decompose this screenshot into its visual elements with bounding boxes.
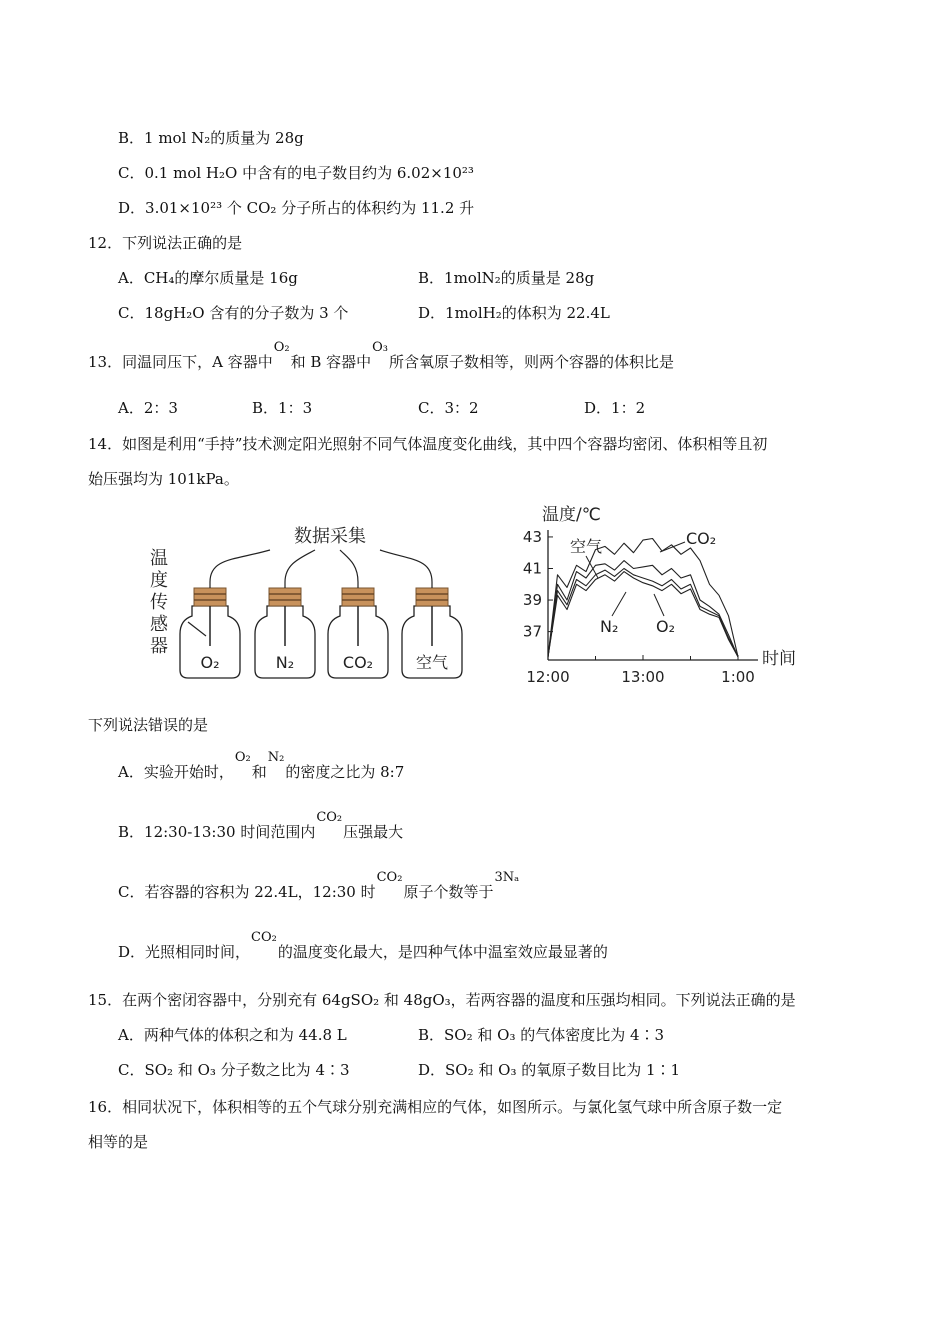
bottle-label: N₂ [275,653,295,672]
q13-formula-o3: O₃ [372,340,389,355]
series-line-2 [548,569,738,657]
data-collection-label: 数据采集 [294,526,366,547]
q13-option-d: D．1：2 [584,399,646,417]
q12-option-b: B．1molN₂的质量是 28g [418,269,595,287]
q14b-post: 压强最大 [343,823,404,841]
apparatus-figure [140,518,480,688]
x-tick-label: 12:00 [526,668,570,686]
bottle-stopper [342,588,374,606]
label-o2: O₂ [656,617,676,636]
y-tick-label: 43 [522,527,542,546]
sensor-char-5: 器 [150,636,168,657]
q14c-formula-3na: 3Nₐ [494,870,520,885]
bottle-0 [180,582,240,678]
q14-option-d [118,930,608,964]
q14a-formula-n2: N₂ [267,750,285,765]
label-air: 空气 [570,537,603,556]
bottle-3 [402,582,462,678]
q16-stem-line1: 16．相同状况下，体积相等的五个气球分别充满相应的气体，如图所示。与氯化氢气球中所含原子数一定 [88,1098,783,1116]
q15-option-a: A．两种气体的体积之和为 44.8 L [118,1026,347,1044]
q15-option-c: C．SO₂ 和 O₃ 分子数之比为 4∶3 [118,1061,350,1079]
q13-stem-part3: 所含氧原子数相等，则两个容器的体积比是 [389,353,675,371]
q14-option-c [118,870,520,904]
q14a-pre: A．实验开始时， [118,763,234,781]
q14a-mid: 和 [251,763,267,781]
q12-stem: 12．下列说法正确的是 [88,234,243,252]
q14-stem-line1: 14．如图是利用“手持”技术测定阳光照射不同气体温度变化曲线，其中四个容器均密闭、体积相等且初 [88,435,768,453]
bottle-stopper [416,588,448,606]
sensor-char-1: 温 [150,548,168,569]
y-tick-label: 41 [522,559,542,578]
q14b-formula-co2: CO₂ [316,810,343,825]
q14c-mid: 原子个数等于 [403,883,494,901]
q13-option-c: C．3：2 [418,399,479,417]
bottle-1 [255,582,315,678]
x-tick-label: 1:00 [721,668,755,686]
y-axis-label: 温度/℃ [542,505,601,525]
series-line-0 [548,539,738,657]
q14c-formula-co2: CO₂ [376,870,403,885]
q11-option-c: C．0.1 mol H₂O 中含有的电子数目约为 6.02×10²³ [118,164,474,182]
q15-option-b: B．SO₂ 和 O₃ 的气体密度比为 4∶3 [418,1026,665,1044]
q14a-post: 的密度之比为 8:7 [285,763,405,781]
q13-option-a: A．2：3 [118,399,178,417]
sensor-char-4: 感 [150,614,168,635]
sensor-char-2: 度 [150,570,168,591]
q14d-post: 的温度变化最大，是四种气体中温室效应最显著的 [277,943,608,961]
q14-ask: 下列说法错误的是 [88,716,209,734]
bottle-label: CO₂ [342,653,374,672]
q12-option-d: D．1molH₂的体积为 22.4L [418,304,610,322]
bottle-label: 空气 [415,653,449,672]
q12-option-a: A．CH₄的摩尔质量是 16g [118,269,298,287]
q13-stem-part1: 13．同温同压下，A 容器中 [88,353,273,371]
bottle-2 [328,582,388,678]
series-line-1 [548,561,738,657]
sensor-label [150,548,168,657]
q15-stem: 15．在两个密闭容器中，分别充有 64gSO₂ 和 48gO₃，若两容器的温度和压强均相同。下列说法正确的是 [88,991,796,1009]
q13-option-b: B．1：3 [252,399,313,417]
q13-stem-part2: 和 B 容器中 [290,353,372,371]
q14-stem-line2: 始压强均为 101kPa。 [88,470,239,488]
q14d-formula-co2: CO₂ [251,930,277,945]
q16-stem-line2: 相等的是 [88,1133,149,1151]
q14c-pre: C．若容器的容积为 22.4L，12:30 时 [118,883,376,901]
x-tick-label: 13:00 [621,668,665,686]
bottle-stopper [269,588,301,606]
q14b-pre: B．12:30-13:30 时间范围内 [118,823,316,841]
q14a-formula-o2: O₂ [234,750,251,765]
q12-option-c: C．18gH₂O 含有的分子数为 3 个 [118,304,349,322]
y-tick-label: 37 [522,622,542,641]
q11-option-b: B．1 mol N₂的质量为 28g [118,129,304,147]
label-n2: N₂ [600,617,619,636]
bottle-label: O₂ [200,653,220,672]
q14-option-a [118,750,405,784]
q14d-pre: D．光照相同时间， [118,943,251,961]
y-tick-label: 39 [522,591,542,610]
q11-option-d: D．3.01×10²³ 个 CO₂ 分子所占的体积约为 11.2 升 [118,199,475,217]
q15-option-d: D．SO₂ 和 O₃ 的氧原子数目比为 1∶1 [418,1061,681,1079]
bottle-stopper [194,588,226,606]
temperature-chart [522,500,810,690]
x-axis-label: 时间 [762,649,796,669]
q14-option-b [118,810,404,844]
label-co2: CO₂ [686,529,717,548]
sensor-char-3: 传 [150,592,168,613]
q13-formula-o2: O₂ [273,340,290,355]
q13-stem [88,340,675,374]
